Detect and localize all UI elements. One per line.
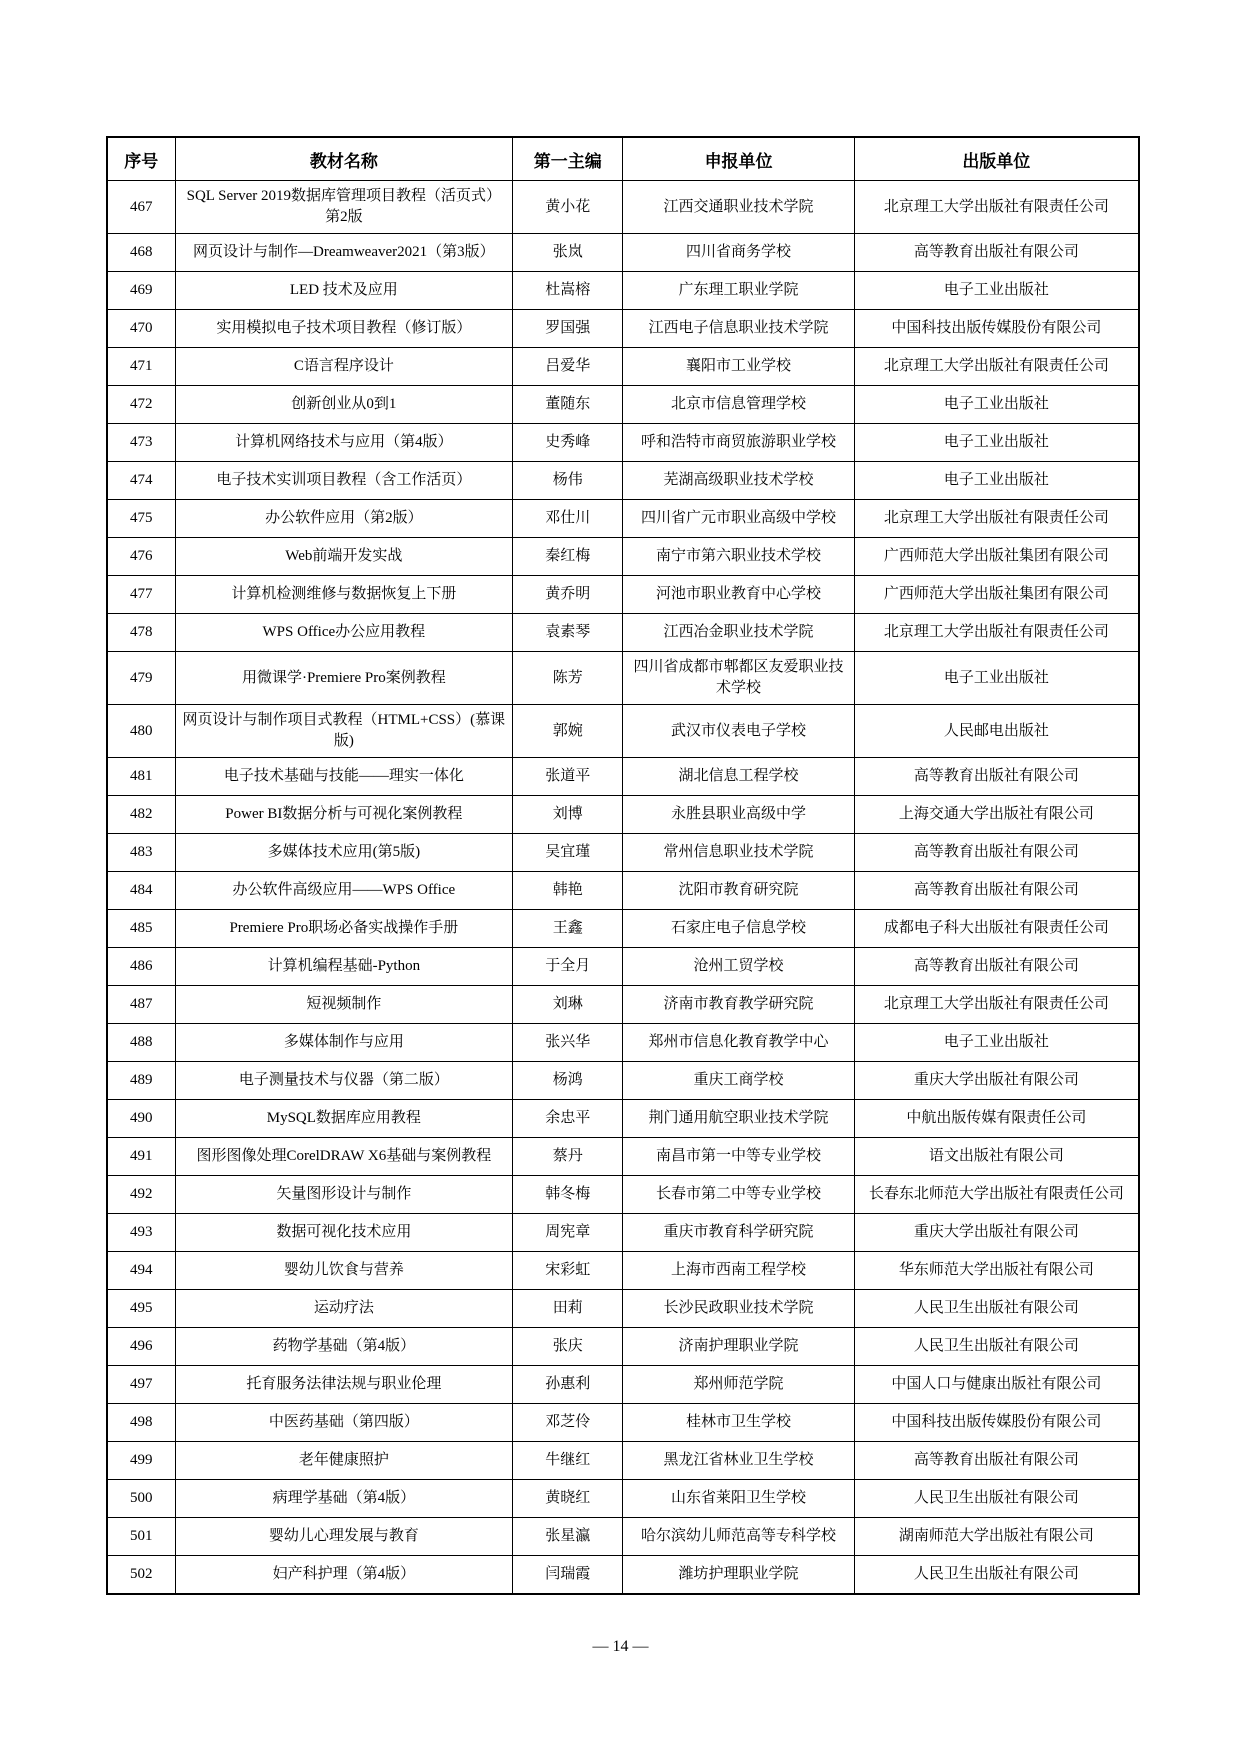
textbook-title: 多媒体制作与应用: [175, 1024, 512, 1062]
applicant-unit: 长春市第二中等专业学校: [623, 1176, 854, 1214]
table-header: [107, 137, 1139, 181]
row-no: 473: [107, 424, 175, 462]
table-row: [107, 1138, 1139, 1176]
row-no: 498: [107, 1404, 175, 1442]
textbook-title: LED 技术及应用: [175, 272, 512, 310]
textbook-title: 网页设计与制作—Dreamweaver2021（第3版）: [175, 234, 512, 272]
publisher-unit: 广西师范大学出版社集团有限公司: [854, 576, 1139, 614]
row-no: 492: [107, 1176, 175, 1214]
chief-editor: 吕爱华: [513, 348, 623, 386]
applicant-unit: 潍坊护理职业学院: [623, 1556, 854, 1595]
row-no: 468: [107, 234, 175, 272]
applicant-unit: 长沙民政职业技术学院: [623, 1290, 854, 1328]
chief-editor: 黄小花: [513, 181, 623, 234]
row-no: 478: [107, 614, 175, 652]
publisher-unit: 北京理工大学出版社有限责任公司: [854, 181, 1139, 234]
chief-editor: 张道平: [513, 758, 623, 796]
applicant-unit: 芜湖高级职业技术学校: [623, 462, 854, 500]
applicant-unit: 永胜县职业高级中学: [623, 796, 854, 834]
publisher-unit: 电子工业出版社: [854, 652, 1139, 705]
applicant-unit: 南昌市第一中等专业学校: [623, 1138, 854, 1176]
publisher-unit: 语文出版社有限公司: [854, 1138, 1139, 1176]
chief-editor: 史秀峰: [513, 424, 623, 462]
textbook-title: 电子测量技术与仪器（第二版）: [175, 1062, 512, 1100]
row-no: 483: [107, 834, 175, 872]
row-no: 481: [107, 758, 175, 796]
publisher-unit: 中国人口与健康出版社有限公司: [854, 1366, 1139, 1404]
chief-editor: 闫瑞霞: [513, 1556, 623, 1595]
chief-editor: 余忠平: [513, 1100, 623, 1138]
row-no: 500: [107, 1480, 175, 1518]
applicant-unit: 江西交通职业技术学院: [623, 181, 854, 234]
publisher-unit: 电子工业出版社: [854, 272, 1139, 310]
table-row: [107, 872, 1139, 910]
publisher-unit: 北京理工大学出版社有限责任公司: [854, 348, 1139, 386]
table-row: [107, 500, 1139, 538]
publisher-unit: 高等教育出版社有限公司: [854, 1442, 1139, 1480]
table-row: [107, 1100, 1139, 1138]
table-row: [107, 614, 1139, 652]
row-no: 469: [107, 272, 175, 310]
applicant-unit: 山东省莱阳卫生学校: [623, 1480, 854, 1518]
publisher-unit: 北京理工大学出版社有限责任公司: [854, 614, 1139, 652]
table-row: [107, 1518, 1139, 1556]
row-no: 491: [107, 1138, 175, 1176]
row-no: 502: [107, 1556, 175, 1595]
row-no: 496: [107, 1328, 175, 1366]
textbook-title: Web前端开发实战: [175, 538, 512, 576]
table-row: [107, 652, 1139, 705]
publisher-unit: 电子工业出版社: [854, 1024, 1139, 1062]
row-no: 485: [107, 910, 175, 948]
chief-editor: 张星瀛: [513, 1518, 623, 1556]
chief-editor: 韩冬梅: [513, 1176, 623, 1214]
col-header-no: 序号: [107, 137, 175, 181]
publisher-unit: 高等教育出版社有限公司: [854, 872, 1139, 910]
chief-editor: 邓芝伶: [513, 1404, 623, 1442]
textbook-title: 创新创业从0到1: [175, 386, 512, 424]
applicant-unit: 石家庄电子信息学校: [623, 910, 854, 948]
row-no: 470: [107, 310, 175, 348]
table-row: [107, 234, 1139, 272]
table-row: [107, 538, 1139, 576]
table-row: [107, 310, 1139, 348]
textbook-title: 计算机网络技术与应用（第4版）: [175, 424, 512, 462]
table-row: [107, 181, 1139, 234]
row-no: 486: [107, 948, 175, 986]
row-no: 472: [107, 386, 175, 424]
publisher-unit: 人民卫生出版社有限公司: [854, 1480, 1139, 1518]
applicant-unit: 南宁市第六职业技术学校: [623, 538, 854, 576]
applicant-unit: 江西冶金职业技术学院: [623, 614, 854, 652]
row-no: 475: [107, 500, 175, 538]
textbook-title: 计算机编程基础-Python: [175, 948, 512, 986]
row-no: 476: [107, 538, 175, 576]
table-row: [107, 462, 1139, 500]
textbook-table: [106, 136, 1140, 1595]
textbook-title: Power BI数据分析与可视化案例教程: [175, 796, 512, 834]
table-row: [107, 1214, 1139, 1252]
table-row: [107, 1366, 1139, 1404]
textbook-title: C语言程序设计: [175, 348, 512, 386]
table-row: [107, 1556, 1139, 1595]
chief-editor: 黄乔明: [513, 576, 623, 614]
chief-editor: 杨鸿: [513, 1062, 623, 1100]
table-row: [107, 1404, 1139, 1442]
textbook-title: 老年健康照护: [175, 1442, 512, 1480]
publisher-unit: 电子工业出版社: [854, 424, 1139, 462]
row-no: 484: [107, 872, 175, 910]
table-row: [107, 796, 1139, 834]
applicant-unit: 黑龙江省林业卫生学校: [623, 1442, 854, 1480]
textbook-title: 矢量图形设计与制作: [175, 1176, 512, 1214]
applicant-unit: 郑州师范学院: [623, 1366, 854, 1404]
textbook-title: 婴幼儿饮食与营养: [175, 1252, 512, 1290]
textbook-title: 实用模拟电子技术项目教程（修订版）: [175, 310, 512, 348]
textbook-title: 图形图像处理CorelDRAW X6基础与案例教程: [175, 1138, 512, 1176]
header-row: [107, 137, 1139, 181]
textbook-title: 多媒体技术应用(第5版): [175, 834, 512, 872]
publisher-unit: 重庆大学出版社有限公司: [854, 1062, 1139, 1100]
table-row: [107, 986, 1139, 1024]
chief-editor: 杜嵩榕: [513, 272, 623, 310]
table-row: [107, 1252, 1139, 1290]
applicant-unit: 济南护理职业学院: [623, 1328, 854, 1366]
textbook-title: MySQL数据库应用教程: [175, 1100, 512, 1138]
publisher-unit: 中航出版传媒有限责任公司: [854, 1100, 1139, 1138]
textbook-title: 药物学基础（第4版）: [175, 1328, 512, 1366]
chief-editor: 董随东: [513, 386, 623, 424]
chief-editor: 蔡丹: [513, 1138, 623, 1176]
applicant-unit: 呼和浩特市商贸旅游职业学校: [623, 424, 854, 462]
textbook-title: WPS Office办公应用教程: [175, 614, 512, 652]
row-no: 471: [107, 348, 175, 386]
applicant-unit: 哈尔滨幼儿师范高等专科学校: [623, 1518, 854, 1556]
chief-editor: 秦红梅: [513, 538, 623, 576]
col-header-applicant: 申报单位: [623, 137, 854, 181]
row-no: 479: [107, 652, 175, 705]
applicant-unit: 襄阳市工业学校: [623, 348, 854, 386]
chief-editor: 田莉: [513, 1290, 623, 1328]
textbook-title: 网页设计与制作项目式教程（HTML+CSS）(慕课版): [175, 705, 512, 758]
row-no: 487: [107, 986, 175, 1024]
chief-editor: 于全月: [513, 948, 623, 986]
page-number: — 14 —: [592, 1638, 649, 1655]
row-no: 495: [107, 1290, 175, 1328]
chief-editor: 杨伟: [513, 462, 623, 500]
publisher-unit: 人民卫生出版社有限公司: [854, 1556, 1139, 1595]
row-no: 488: [107, 1024, 175, 1062]
table-row: [107, 1176, 1139, 1214]
publisher-unit: 高等教育出版社有限公司: [854, 234, 1139, 272]
applicant-unit: 河池市职业教育中心学校: [623, 576, 854, 614]
table-row: [107, 348, 1139, 386]
chief-editor: 牛继红: [513, 1442, 623, 1480]
chief-editor: 刘博: [513, 796, 623, 834]
publisher-unit: 中国科技出版传媒股份有限公司: [854, 310, 1139, 348]
applicant-unit: 北京市信息管理学校: [623, 386, 854, 424]
chief-editor: 刘琳: [513, 986, 623, 1024]
chief-editor: 陈芳: [513, 652, 623, 705]
row-no: 474: [107, 462, 175, 500]
applicant-unit: 四川省商务学校: [623, 234, 854, 272]
table-row: [107, 576, 1139, 614]
publisher-unit: 湖南师范大学出版社有限公司: [854, 1518, 1139, 1556]
chief-editor: 吴宜瑾: [513, 834, 623, 872]
applicant-unit: 武汉市仪表电子学校: [623, 705, 854, 758]
table-row: [107, 1062, 1139, 1100]
table-row: [107, 1480, 1139, 1518]
chief-editor: 孙惠利: [513, 1366, 623, 1404]
applicant-unit: 郑州市信息化教育教学中心: [623, 1024, 854, 1062]
publisher-unit: 电子工业出版社: [854, 462, 1139, 500]
row-no: 497: [107, 1366, 175, 1404]
textbook-title: 病理学基础（第4版）: [175, 1480, 512, 1518]
row-no: 482: [107, 796, 175, 834]
row-no: 490: [107, 1100, 175, 1138]
publisher-unit: 长春东北师范大学出版社有限责任公司: [854, 1176, 1139, 1214]
row-no: 499: [107, 1442, 175, 1480]
applicant-unit: 江西电子信息职业技术学院: [623, 310, 854, 348]
publisher-unit: 北京理工大学出版社有限责任公司: [854, 986, 1139, 1024]
applicant-unit: 四川省广元市职业高级中学校: [623, 500, 854, 538]
col-header-title: 教材名称: [175, 137, 512, 181]
chief-editor: 张庆: [513, 1328, 623, 1366]
table-row: [107, 705, 1139, 758]
publisher-unit: 高等教育出版社有限公司: [854, 834, 1139, 872]
publisher-unit: 重庆大学出版社有限公司: [854, 1214, 1139, 1252]
publisher-unit: 上海交通大学出版社有限公司: [854, 796, 1139, 834]
chief-editor: 宋彩虹: [513, 1252, 623, 1290]
chief-editor: 罗国强: [513, 310, 623, 348]
row-no: 489: [107, 1062, 175, 1100]
publisher-unit: 高等教育出版社有限公司: [854, 758, 1139, 796]
chief-editor: 邓仕川: [513, 500, 623, 538]
textbook-title: 数据可视化技术应用: [175, 1214, 512, 1252]
applicant-unit: 重庆工商学校: [623, 1062, 854, 1100]
table-row: [107, 910, 1139, 948]
chief-editor: 黄晓红: [513, 1480, 623, 1518]
col-header-editor: 第一主编: [513, 137, 623, 181]
applicant-unit: 沈阳市教育研究院: [623, 872, 854, 910]
publisher-unit: 人民卫生出版社有限公司: [854, 1290, 1139, 1328]
applicant-unit: 湖北信息工程学校: [623, 758, 854, 796]
textbook-title: 婴幼儿心理发展与教育: [175, 1518, 512, 1556]
row-no: 494: [107, 1252, 175, 1290]
publisher-unit: 成都电子科大出版社有限责任公司: [854, 910, 1139, 948]
row-no: 501: [107, 1518, 175, 1556]
publisher-unit: 人民卫生出版社有限公司: [854, 1328, 1139, 1366]
publisher-unit: 高等教育出版社有限公司: [854, 948, 1139, 986]
chief-editor: 张兴华: [513, 1024, 623, 1062]
textbook-title: 托育服务法律法规与职业伦理: [175, 1366, 512, 1404]
chief-editor: 郭婉: [513, 705, 623, 758]
publisher-unit: 电子工业出版社: [854, 386, 1139, 424]
table-row: [107, 1442, 1139, 1480]
textbook-title: Premiere Pro职场必备实战操作手册: [175, 910, 512, 948]
chief-editor: 周宪章: [513, 1214, 623, 1252]
table-row: [107, 758, 1139, 796]
textbook-title: 运动疗法: [175, 1290, 512, 1328]
textbook-title: 妇产科护理（第4版）: [175, 1556, 512, 1595]
textbook-title: 电子技术实训项目教程（含工作活页）: [175, 462, 512, 500]
publisher-unit: 北京理工大学出版社有限责任公司: [854, 500, 1139, 538]
applicant-unit: 广东理工职业学院: [623, 272, 854, 310]
chief-editor: 韩艳: [513, 872, 623, 910]
col-header-publisher: 出版单位: [854, 137, 1139, 181]
applicant-unit: 桂林市卫生学校: [623, 1404, 854, 1442]
table-row: [107, 834, 1139, 872]
publisher-unit: 中国科技出版传媒股份有限公司: [854, 1404, 1139, 1442]
row-no: 467: [107, 181, 175, 234]
table-row: [107, 272, 1139, 310]
row-no: 477: [107, 576, 175, 614]
applicant-unit: 重庆市教育科学研究院: [623, 1214, 854, 1252]
textbook-title: 电子技术基础与技能——理实一体化: [175, 758, 512, 796]
table-row: [107, 1290, 1139, 1328]
textbook-title: 计算机检测维修与数据恢复上下册: [175, 576, 512, 614]
textbook-title: 办公软件应用（第2版）: [175, 500, 512, 538]
chief-editor: 袁素琴: [513, 614, 623, 652]
chief-editor: 王鑫: [513, 910, 623, 948]
publisher-unit: 广西师范大学出版社集团有限公司: [854, 538, 1139, 576]
textbook-title: SQL Server 2019数据库管理项目教程（活页式）第2版: [175, 181, 512, 234]
row-no: 493: [107, 1214, 175, 1252]
table-body: [107, 181, 1139, 1595]
applicant-unit: 上海市西南工程学校: [623, 1252, 854, 1290]
publisher-unit: 人民邮电出版社: [854, 705, 1139, 758]
table-row: [107, 948, 1139, 986]
applicant-unit: 常州信息职业技术学院: [623, 834, 854, 872]
table-row: [107, 424, 1139, 462]
table-row: [107, 1024, 1139, 1062]
table-row: [107, 1328, 1139, 1366]
textbook-title: 用微课学·Premiere Pro案例教程: [175, 652, 512, 705]
applicant-unit: 荆门通用航空职业技术学院: [623, 1100, 854, 1138]
publisher-unit: 华东师范大学出版社有限公司: [854, 1252, 1139, 1290]
applicant-unit: 沧州工贸学校: [623, 948, 854, 986]
applicant-unit: 四川省成都市郫都区友爱职业技术学校: [623, 652, 854, 705]
textbook-title: 中医药基础（第四版）: [175, 1404, 512, 1442]
textbook-title: 短视频制作: [175, 986, 512, 1024]
row-no: 480: [107, 705, 175, 758]
applicant-unit: 济南市教育教学研究院: [623, 986, 854, 1024]
table-row: [107, 386, 1139, 424]
textbook-title: 办公软件高级应用——WPS Office: [175, 872, 512, 910]
chief-editor: 张岚: [513, 234, 623, 272]
